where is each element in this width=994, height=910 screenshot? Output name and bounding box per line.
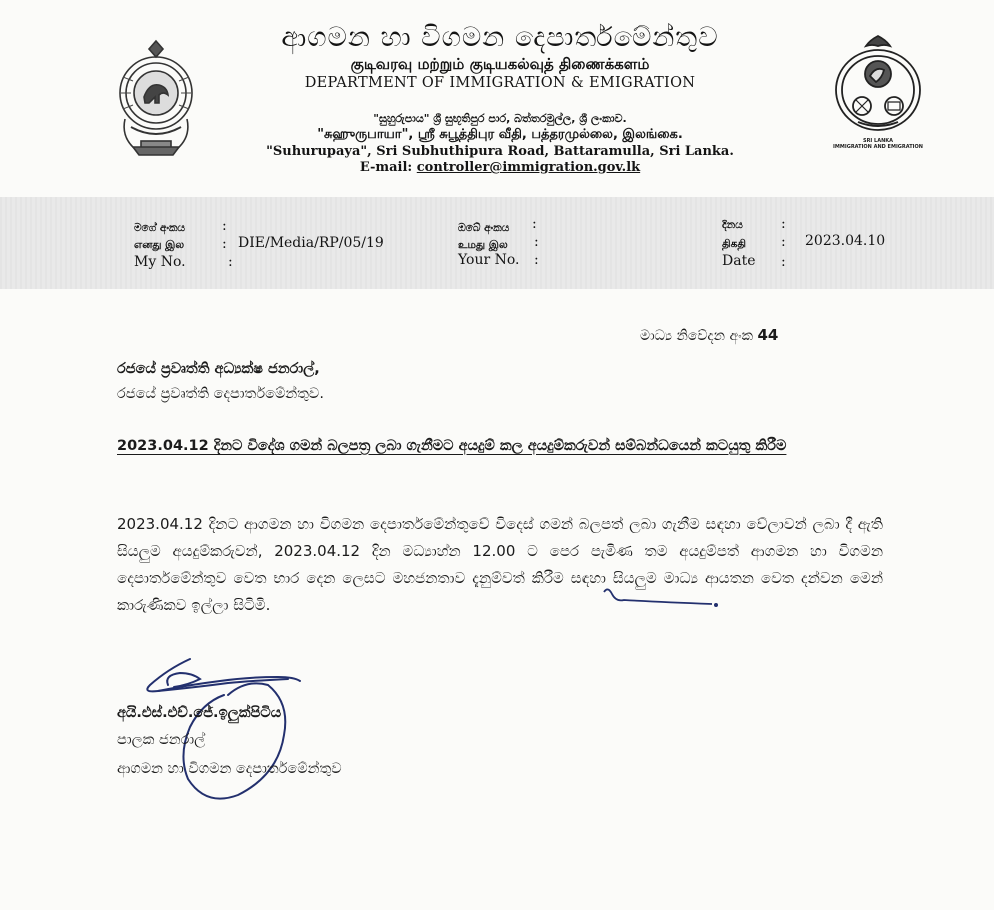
department-name-english: DEPARTMENT OF IMMIGRATION & EMIGRATION (304, 75, 696, 91)
colon: : (534, 234, 539, 250)
my-no-value: DIE/Media/RP/05/19 (238, 235, 384, 251)
date-label-en: Date (722, 253, 756, 269)
colon: : (534, 252, 539, 268)
colon: : (781, 216, 786, 232)
colon: : (222, 218, 227, 234)
signatory-department: ආගමන හා විගමන දෙපාර්තමේන්තුව (117, 761, 342, 777)
media-release-number (640, 325, 778, 346)
address-english: "Suhurupaya", Sri Subhuthipura Road, Battaramulla, Sri Lanka. (266, 144, 734, 159)
addressee-line-1: රජයේ ප්‍රවෘත්ති අධ්‍යක්ෂ ජනරාල්, (117, 361, 320, 377)
my-no-label-en: My No. (134, 254, 186, 270)
letter-paragraph: 2023.04.12 දිනට ආගමන හා විගමන දෙපාර්තමේන්තුවේ විදෙස් ගමන් බලපත් ලබා ගැනීම සඳහා වේලාවන් ලබා දී ඇති සියලුම අයදුම්කරුවන්, 2023.04.12 දින මධ්‍යාහ්න 12.00 ට පෙර පැමිණ තම අයදුම්පත් ආගමන හා විගමන දෙපාර්තමේන්තුව වෙත භාර දෙන ලෙසට මහජනතාව දැනුම්වත් කිරීම සඳහා සියලුම මාධ්‍ය ආයතන වෙත දන්වන මෙන් කාරුණිකව ඉල්ලා සිටිමි. (117, 515, 883, 614)
media-release-label: මාධ්‍ය නිවේදන අංක (640, 328, 754, 344)
my-no-label-ta: எனது இல (134, 239, 185, 251)
date-label-si: දිනය (722, 219, 743, 231)
national-emblem-logo (111, 37, 201, 159)
addressee-line-2: රජයේ ප්‍රවෘත්ති දෙපාර්තමේන්තුව. (117, 386, 324, 402)
department-emblem-caption: SRI LANKA IMMIGRATION AND EMIGRATION (833, 138, 923, 150)
department-name-sinhala: ආගමන හා විගමන දෙපාර්තමේන්තුව (281, 22, 719, 53)
date-label-ta: திகதி (722, 238, 746, 250)
department-name-tamil: குடிவரவு மற்றும் குடியகல்வுத் திணைக்களம் (350, 55, 650, 73)
email-line (210, 160, 790, 176)
colon: : (228, 254, 233, 270)
date-value: 2023.04.10 (805, 233, 886, 249)
letter-subject: 2023.04.12 දිනට විදේශ ගමන් බලපත්‍ර ලබා ගැනීමට අයදුම් කල අයදුම්කරුවන් සම්බන්ධයෙන් කටයුතු කිරීම (117, 438, 787, 454)
your-no-label-en: Your No. (458, 252, 520, 268)
colon: : (222, 236, 227, 252)
my-no-label-si: මගේ අංකය (134, 222, 186, 234)
colon: : (532, 216, 537, 232)
colon: : (781, 234, 786, 250)
email-link[interactable]: controller@immigration.gov.lk (416, 160, 641, 175)
signatory-title: පාලක ජනරාල් (117, 732, 206, 748)
ink-mark-icon (600, 588, 730, 614)
address-sinhala: "සුහුරුපාය" ශ්‍රී සුභූතිපුර පාර, බත්තරමුල්ල, ශ්‍රී ලංකාව. (373, 112, 627, 125)
address-tamil: "சுஹுருபாயா", ஸ்ரீ சுபூத்திபுர வீதி, பத்தரமுல்லை, இலங்கை. (317, 127, 683, 142)
your-no-label-si: ඔබේ අංකය (458, 222, 510, 234)
email-label: E-mail: (359, 160, 413, 175)
department-emblem-logo (830, 32, 926, 134)
signatory-name: අයි.එස්.එච්.ජේ.ඉලුක්පිටිය (117, 705, 282, 721)
your-no-label-ta: உமது இல (458, 239, 508, 251)
colon: : (781, 254, 786, 270)
media-release-value: 44 (757, 326, 779, 344)
